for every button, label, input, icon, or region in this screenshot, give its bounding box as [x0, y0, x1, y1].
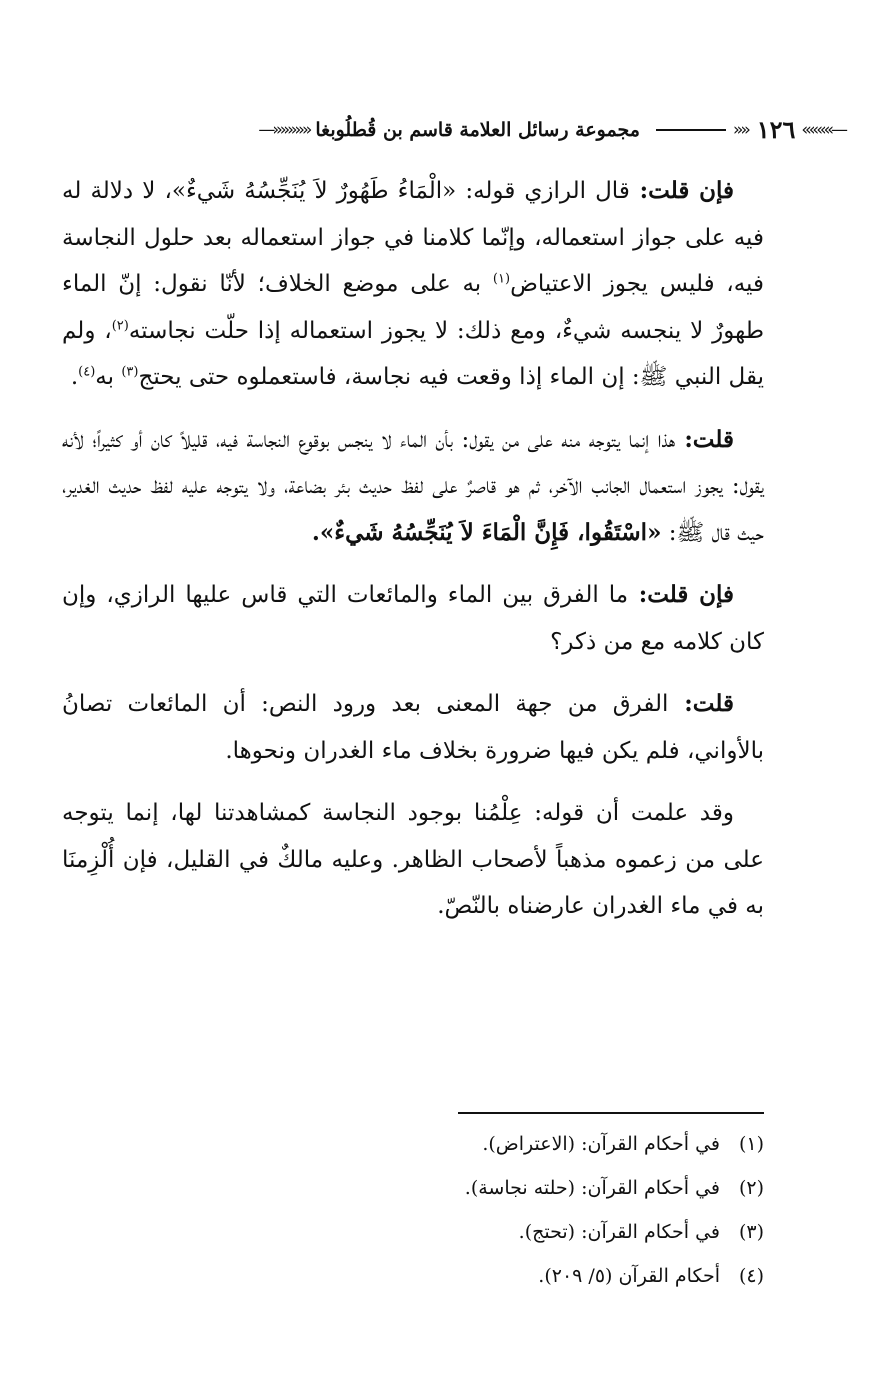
- running-header: [40, 112, 845, 148]
- paragraph-lead: قلت:: [668, 690, 734, 717]
- page-number: ١٢٦: [756, 115, 796, 144]
- paragraph-1: [62, 168, 764, 401]
- footnote-text: في أحكام القرآن: (تحتج).: [518, 1221, 720, 1243]
- header-ornament-right: —»»»»: [801, 119, 845, 140]
- paragraph-text: قال الرازي قوله: «الْمَاءُ طَهُورٌ لاَ يُنَجِّسُهُ شَيءٌ»، لا دلالة له فيه على جواز استعماله، وإنّما كلامنا في جواز استعماله بعد حلول النجاسة فيه، فليس يجوز الاعتياض: [62, 178, 764, 297]
- footnote-ref-1[interactable]: (١): [492, 271, 511, 287]
- paragraph-4: [62, 681, 764, 774]
- header-ornament-left: «««««—: [258, 119, 310, 140]
- footnote-number: (٢): [738, 1177, 764, 1199]
- footnote-item: [62, 1166, 764, 1210]
- paragraph-5: [62, 790, 764, 930]
- paragraph-text: به: [95, 364, 122, 390]
- footnote-ref-3[interactable]: (٣): [121, 364, 139, 380]
- paragraph-2: [62, 417, 764, 557]
- footnote-divider: [458, 1112, 764, 1114]
- paragraph-lead: فإن قلت:: [628, 581, 735, 608]
- header-title: مجموعة رسائل العلامة قاسم بن قُطلُوبغا: [315, 118, 640, 141]
- paragraph-lead: قلت:: [675, 425, 735, 453]
- paragraph-text: ما الفرق بين الماء والمائعات التي قاس عليها الرازي، وإن كان كلامه مع من ذكر؟: [62, 582, 764, 655]
- footnote-text: في أحكام القرآن: (الاعتراض).: [482, 1133, 720, 1155]
- footnote-number: (٣): [738, 1221, 764, 1243]
- paragraph-text: الفرق من جهة المعنى بعد ورود النص: أن المائعات تصانُ بالأواني، فلم يكن فيها ضرورة بخلاف ماء الغدران ونحوها.: [62, 691, 764, 764]
- footnote-item: [62, 1122, 764, 1166]
- header-ornament-right-inner: »»: [735, 119, 751, 140]
- footnote-item: [62, 1210, 764, 1254]
- paragraph-lead: فإن قلت:: [629, 177, 734, 204]
- paragraph-text: وقد علمت أن قوله: عِلْمُنا بوجود النجاسة كمشاهدتنا لها، إنما يتوجه على من زعموه مذهباً لأصحاب الظاهر. وعليه مالكٌ في القليل، فإن أُلْزِمنَا به في ماء الغدران عارضناه بالنّصّ.: [62, 800, 764, 919]
- footnotes: [62, 1122, 764, 1298]
- footnote-number: (١): [738, 1133, 764, 1155]
- hadith-quote: «اسْتَقُوا، فَإِنَّ الْمَاءَ لاَ يُنَجِّسُهُ شَيءٌ».: [311, 518, 662, 546]
- footnote-item: [62, 1254, 764, 1298]
- footnote-text: أحكام القرآن (٥/ ٢٠٩).: [538, 1265, 720, 1287]
- paragraph-text: به على موضع الخلاف؛ لأنّا نقول: إنّ الماء طهورٌ لا ينجسه شيءٌ، ومع ذلك: لا يجوز استعماله إذا حلّت نجاسته: [62, 271, 764, 344]
- footnote-ref-4[interactable]: (٤): [78, 364, 96, 380]
- footnote-number: (٤): [738, 1265, 764, 1287]
- main-text: [62, 168, 764, 946]
- paragraph-3: [62, 572, 764, 665]
- footnote-text: في أحكام القرآن: (حلته نجاسة).: [464, 1177, 720, 1199]
- header-rule-short: [656, 129, 726, 131]
- footnote-ref-2[interactable]: (٢): [111, 317, 129, 333]
- paragraph-text: .: [70, 364, 79, 390]
- paragraph-text: ، ولم يقل النبي ﷺ: إن الماء إذا وقعت فيه نجاسة، فاستعملوه حتى يحتج: [62, 317, 764, 390]
- paragraph-text: هذا إنما يتوجه منه على من يقول: بأن الماء لا ينجس بوقوع النجاسة فيه، قليلاً كان أو كثيراً؛ لأنه يقول: يجوز استعمال الجانب الآخر، ثم هو قاصرٌ على لفظ حديث بئر بضاعة، ولا يتوجه عليه لفظ حديث الغدير، حيث قال ﷺ:: [62, 426, 764, 546]
